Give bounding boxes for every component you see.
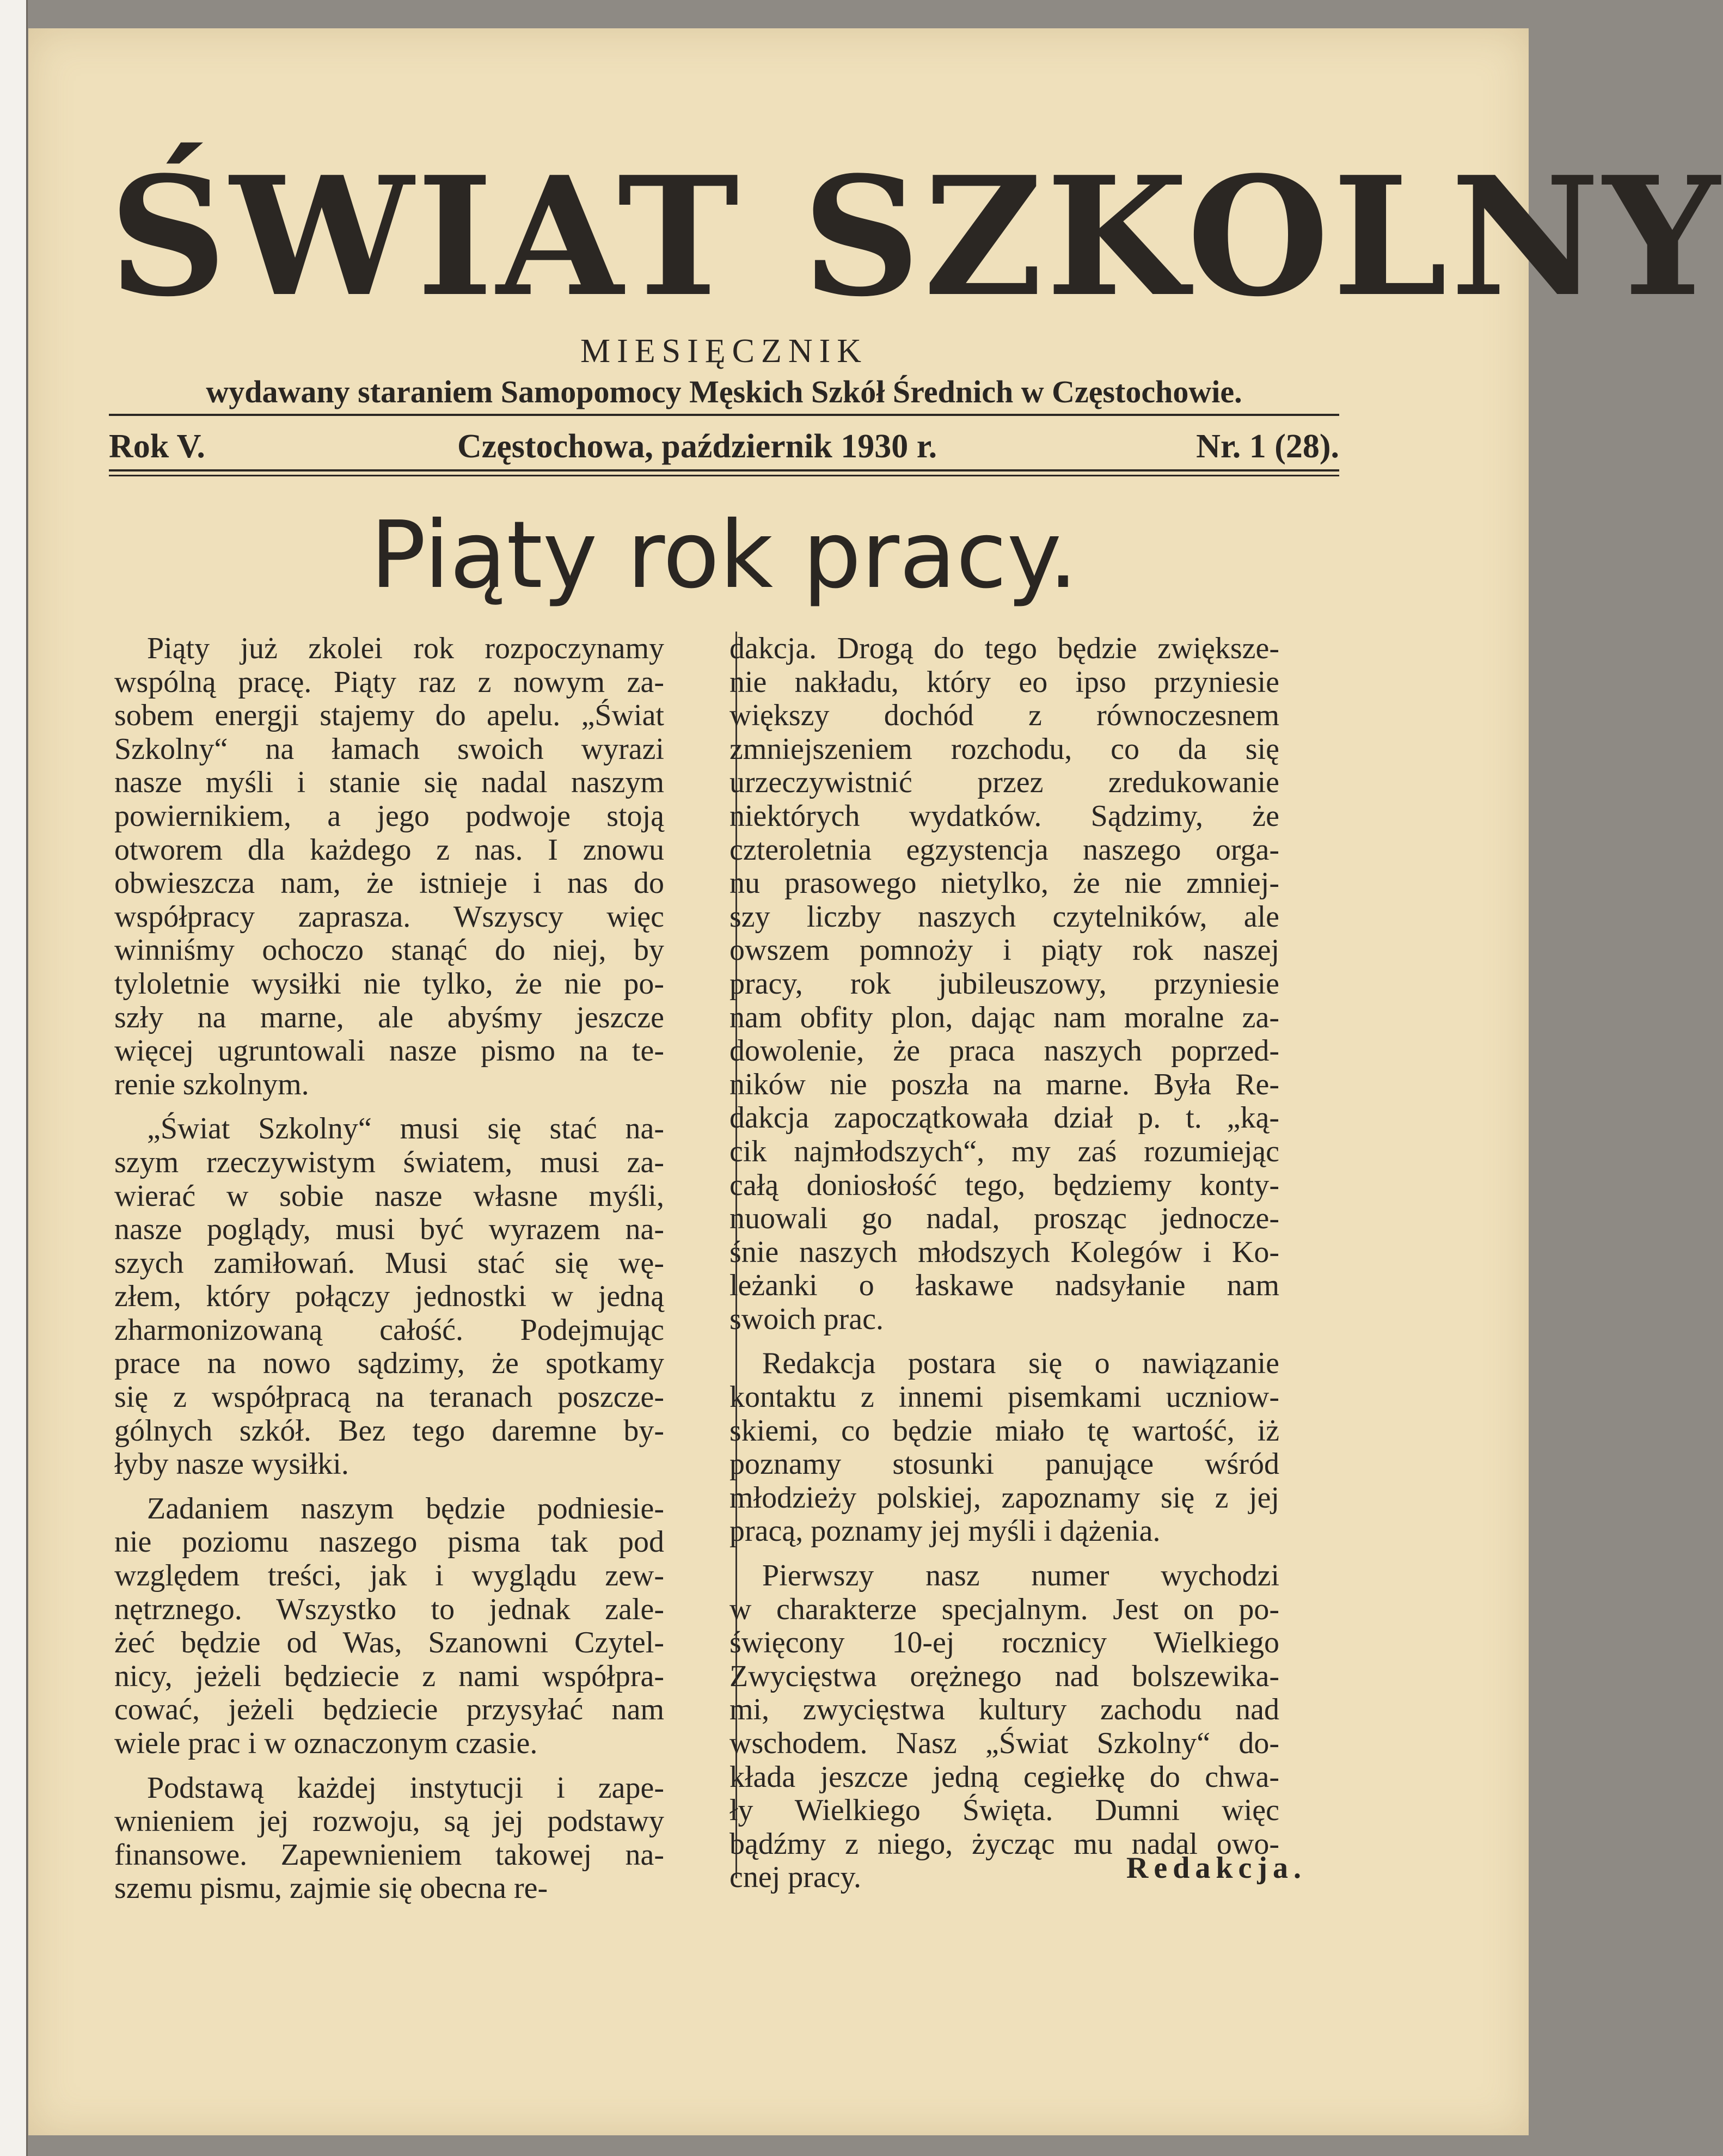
article-line: skiemi, co będzie miało tę wartość, iż bbox=[729, 1413, 1279, 1448]
article-line: wiele prac i w oznaczonym czasie. bbox=[114, 1726, 538, 1760]
article-line: nasze myśli i stanie się nadal naszym bbox=[114, 765, 664, 800]
issue-volume: Rok V. bbox=[109, 428, 205, 465]
article-line: zharmonizowaną całość. Podejmując bbox=[114, 1313, 664, 1347]
article-line: otworem dla każdego z nas. I znowu bbox=[114, 832, 664, 867]
article-line: nicy, jeżeli będziecie z nami współpra- bbox=[114, 1659, 664, 1693]
article-line: większy dochód z równoczesnem bbox=[729, 699, 1279, 733]
article-line: całą doniosłość tego, będziemy konty- bbox=[729, 1168, 1279, 1202]
article-line: swoich prac. bbox=[729, 1302, 884, 1336]
article-line: Pierwszy nasz numer wychodzi bbox=[762, 1559, 1279, 1593]
article-line: dakcja zapoczątkowała dział p. t. „ką- bbox=[729, 1101, 1279, 1135]
issue-info-row bbox=[109, 425, 1339, 468]
article-line: gólnych szkół. Bez tego daremne by- bbox=[114, 1413, 664, 1448]
article-line: współpracy zaprasza. Wszyscy więc bbox=[114, 899, 664, 934]
article-line: pracy, rok jubileuszowy, przyniesie bbox=[729, 966, 1279, 1001]
masthead-rule-bottom-2 bbox=[109, 475, 1339, 476]
article-line: święcony 10-ej rocznicy Wielkiego bbox=[729, 1626, 1279, 1660]
article-line: nu prasowego nietylko, że nie zmniej- bbox=[729, 866, 1279, 901]
article-line: cnej pracy. bbox=[729, 1860, 861, 1895]
article-line: złem, który połączy jednostki w jedną bbox=[114, 1279, 664, 1314]
article-line: kontaktu z innemi pisemkami uczniow- bbox=[729, 1380, 1279, 1414]
article-line: Redakcja postara się o nawiązanie bbox=[762, 1346, 1279, 1381]
article-line: owszem pomnoży i piąty rok naszej bbox=[729, 933, 1279, 967]
article-line: ły Wielkiego Święta. Dumni więc bbox=[729, 1793, 1279, 1828]
article-line: finansowe. Zapewnieniem takowej na- bbox=[114, 1837, 664, 1872]
article-line: żeć będzie od Was, Szanowni Czytel- bbox=[114, 1626, 664, 1660]
article-line: się z współpracą na teranach poszcze- bbox=[114, 1380, 664, 1414]
article-line: winniśmy ochoczo stanąć do niej, by bbox=[114, 933, 664, 967]
article-line: nam obfity plon, dając nam moralne za- bbox=[729, 1000, 1279, 1034]
article-line: bądźmy z niego, życząc mu nadal owo- bbox=[729, 1827, 1279, 1861]
article-line: zmniejszeniem rozchodu, co da się bbox=[729, 732, 1279, 766]
article-line: „Świat Szkolny“ musi się stać na- bbox=[147, 1112, 664, 1146]
article-line: Zadaniem naszym będzie podniesie- bbox=[147, 1491, 664, 1526]
article-line: młodzieży polskiej, zapoznamy się z jej bbox=[729, 1480, 1279, 1515]
article-line: wnieniem jej rozwoju, są jej podstawy bbox=[114, 1804, 664, 1839]
article-line: pracą, poznamy jej myśli i dążenia. bbox=[729, 1514, 1161, 1548]
article-line: szym rzeczywistym światem, musi za- bbox=[114, 1145, 664, 1179]
article-line: wschodem. Nasz „Świat Szkolny“ do- bbox=[729, 1726, 1279, 1760]
article-line: nętrznego. Wszystko to jednak zale- bbox=[114, 1592, 664, 1626]
article-line: Piąty już zkolei rok rozpoczynamy bbox=[147, 632, 664, 665]
adjacent-page-edge bbox=[0, 0, 28, 2156]
article-line: cik najmłodszych“, my zaś rozumiejąc bbox=[729, 1134, 1279, 1168]
article-signature: Redakcja. bbox=[1126, 1851, 1307, 1885]
article-line: szy liczby naszych czytelników, ale bbox=[729, 899, 1279, 934]
article-line: cować, jeżeli będziecie przysyłać nam bbox=[114, 1693, 664, 1727]
article-line: w charakterze specjalnym. Jest on po- bbox=[729, 1592, 1279, 1626]
masthead-title: ŚWIAT SZKOLNY bbox=[109, 140, 1723, 333]
article-title: Piąty rok pracy. bbox=[370, 501, 1078, 609]
article-line: powiernikiem, a jego podwoje stoją bbox=[114, 799, 664, 833]
article-line: Podstawą każdej instytucji i zape- bbox=[147, 1771, 664, 1805]
article-line: szły na marne, ale abyśmy jeszcze bbox=[114, 1000, 664, 1034]
article-line: prace na nowo sądzimy, że spotkamy bbox=[114, 1346, 664, 1381]
masthead-subtitle: MIESIĘCZNIK bbox=[580, 333, 868, 370]
article-line: niektórych wydatków. Sądzimy, że bbox=[729, 799, 1279, 833]
article-line: Zwycięstwa orężnego nad bolszewika- bbox=[729, 1659, 1279, 1693]
article-line: nie poziomu naszego pisma tak pod bbox=[114, 1525, 664, 1559]
article-line: łyby nasze wysiłki. bbox=[114, 1447, 349, 1481]
article-right-column bbox=[729, 633, 1279, 1895]
issue-number: Nr. 1 (28). bbox=[1196, 428, 1339, 465]
article-line: względem treści, jak i wyglądu zew- bbox=[114, 1559, 664, 1593]
article-line: szych zamiłowań. Musi stać się wę- bbox=[114, 1246, 664, 1280]
article-line: mi, zwycięstwa kultury zachodu nad bbox=[729, 1693, 1279, 1727]
article-left-column bbox=[114, 633, 664, 1906]
article-line: dowolenie, że praca naszych poprzed- bbox=[729, 1034, 1279, 1068]
article-line: wierać w sobie nasze własne myśli, bbox=[114, 1179, 664, 1213]
article-line: kłada jeszcze jedną cegiełkę do chwa- bbox=[729, 1760, 1279, 1794]
article-line: ników nie poszła na marne. Była Re- bbox=[729, 1067, 1279, 1101]
article-line: nuowali go nadal, prosząc jednocze- bbox=[729, 1202, 1279, 1236]
article-line: sobem energji stajemy do apelu. „Świat bbox=[114, 699, 664, 733]
article-line: śnie naszych młodszych Kolegów i Ko- bbox=[729, 1235, 1279, 1269]
article-line: urzeczywistnić przez zredukowanie bbox=[729, 765, 1279, 800]
article-line: dakcja. Drogą do tego będzie zwiększe- bbox=[729, 632, 1279, 665]
article-line: czteroletnia egzystencja naszego orga- bbox=[729, 832, 1279, 867]
article-line: leżanki o łaskawe nadsyłanie nam bbox=[729, 1269, 1279, 1303]
masthead-rule-top bbox=[109, 414, 1339, 416]
article-line: poznamy stosunki panujące wśród bbox=[729, 1447, 1279, 1481]
article-line: więcej ugruntowali nasze pismo na te- bbox=[114, 1034, 664, 1068]
article-line: tyloletnie wysiłki nie tylko, że nie po- bbox=[114, 966, 664, 1001]
article-line: renie szkolnym. bbox=[114, 1067, 309, 1101]
article-line: szemu pismu, zajmie się obecna re- bbox=[114, 1871, 548, 1906]
article-line: nie nakładu, który eo ipso przyniesie bbox=[729, 665, 1279, 699]
publisher-line: wydawany staraniem Samopomocy Męskich Szkół Średnich w Częstochowie. bbox=[206, 374, 1242, 409]
masthead-rule-bottom-1 bbox=[109, 469, 1339, 471]
article-line: wspólną pracę. Piąty raz z nowym za- bbox=[114, 665, 664, 699]
article-line: obwieszcza nam, że istnieje i nas do bbox=[114, 866, 664, 901]
article-line: Szkolny“ na łamach swoich wyrazi bbox=[114, 732, 664, 766]
issue-place-date: Częstochowa, październik 1930 r. bbox=[457, 428, 937, 465]
article-line: nasze poglądy, musi być wyrazem na- bbox=[114, 1212, 664, 1247]
